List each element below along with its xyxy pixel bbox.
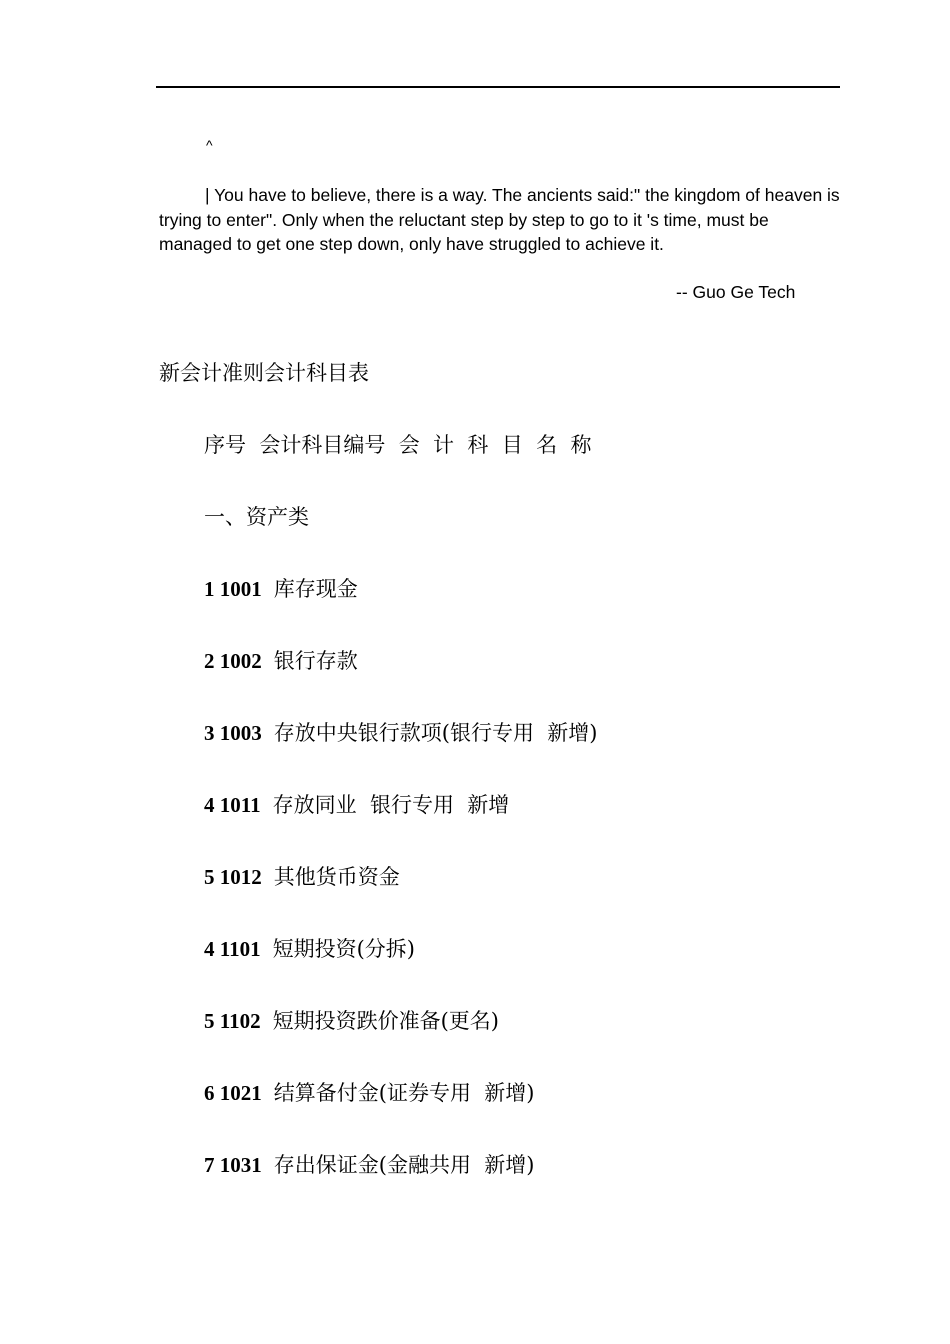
account-code: 4 1011 — [204, 793, 261, 817]
account-name: 存出保证金(金融共用 新增) — [273, 1153, 535, 1177]
account-name: 银行存款 — [273, 649, 358, 673]
account-name: 存放同业 银行专用 新增 — [272, 793, 510, 817]
account-entry — [204, 790, 598, 862]
account-code: 6 1021 — [204, 1081, 262, 1105]
account-code: 5 1102 — [204, 1009, 261, 1033]
account-list — [204, 574, 598, 1222]
account-name: 库存现金 — [273, 577, 358, 601]
account-entry — [204, 646, 598, 718]
account-entry — [204, 1150, 598, 1222]
caret-mark: ^ — [206, 137, 213, 153]
account-entry — [204, 1006, 598, 1078]
account-name: 结算备付金(证券专用 新增) — [273, 1081, 535, 1105]
account-code: 1 1001 — [204, 577, 262, 601]
quote-attribution: -- Guo Ge Tech — [676, 282, 796, 302]
motto-quote: | You have to believe, there is a way. The ancients said:" the kingdom of heaven is trying to enter". Only when the reluctant step by step to go to it 's time, must be managed to get one step down, only have struggled to achieve it. — [159, 185, 840, 254]
account-name: 存放中央银行款项(银行专用 新增) — [273, 721, 598, 745]
header-rule — [156, 86, 840, 88]
account-entry — [204, 574, 598, 646]
table-column-header: 序号 会计科目编号 会 计 科 目 名 称 — [204, 433, 592, 457]
account-code: 7 1031 — [204, 1153, 262, 1177]
category-heading: 一、资产类 — [204, 505, 309, 529]
account-entry — [204, 934, 598, 1006]
account-entry — [204, 862, 598, 934]
account-code: 5 1012 — [204, 865, 262, 889]
account-entry — [204, 1078, 598, 1150]
account-code: 3 1003 — [204, 721, 262, 745]
account-entry — [204, 718, 598, 790]
document-title: 新会计准则会计科目表 — [159, 361, 369, 385]
account-code: 4 1101 — [204, 937, 261, 961]
account-name: 其他货币资金 — [273, 865, 400, 889]
account-name: 短期投资(分拆) — [272, 937, 415, 961]
account-name: 短期投资跌价准备(更名) — [272, 1009, 499, 1033]
account-code: 2 1002 — [204, 649, 262, 673]
